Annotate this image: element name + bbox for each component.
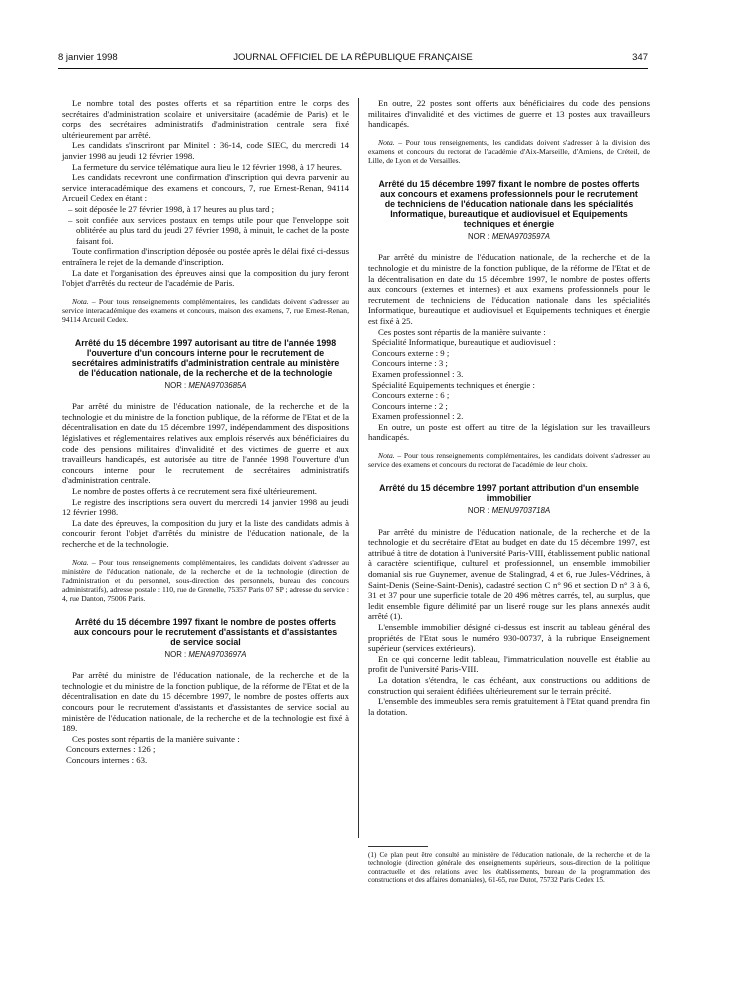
paragraph: En ce qui concerne ledit tableau, l'immatriculation nouvelle est établie au profit de l'université Paris-VIII. xyxy=(368,653,650,675)
nota-text: – Pour tous renseignements complémentaires, les candidats doivent s'adresser au service des examens et concours du rectorat de l'académie de leur choix. xyxy=(368,451,650,470)
paragraph: L'ensemble immobilier désigné ci-dessus est inscrit au tableau général des propriétés de l'Etat sous le numéro 930-00737, à la rubrique Enseignement supérieur (services extérieurs). xyxy=(368,622,650,654)
list-item: Spécialité Equipements techniques et énergie : xyxy=(372,379,535,390)
nor-label: NOR : xyxy=(164,380,189,390)
paragraph: Par arrêté du ministre de l'éducation nationale, de la recherche et de la technologie et du ministre de la fonction publique, de la réforme de l'Etat et de la décentralisation en date du 15 décembre 1997, le nombre de postes offerts aux concours pour le recrutement d'assistants et d'assistantes de service social au ministère de l'éducation nationale, de la recherche et de la technologie est fixé à 189. xyxy=(62,670,349,734)
paragraph: La fermeture du service télématique aura lieu le 12 février 1998, à 17 heures. xyxy=(72,161,342,172)
paragraph: En outre, un poste est offert au titre de la législation sur les travailleurs handicapés. xyxy=(368,421,650,443)
nota-text: – Pour tous renseignements, les candidats doivent s'adresser à la division des examens et concours du rectorat de l'académie d'Aix-Marseille, d'Amiens, de Créteil, de Lille, de Lyon et de Versailles. xyxy=(368,137,650,165)
list-item: Concours externe : 6 ; xyxy=(372,390,450,401)
nota-note xyxy=(62,297,349,324)
list-item: – soit confiée aux services postaux en temps utile pour que l'enveloppe soit oblitérée au plus tard du jeudi 27 février 1998, à minuit, le cachet de la poste faisant foi. xyxy=(68,214,349,246)
decree-title: Arrêté du 15 décembre 1997 autorisant au titre de l'année 1998 l'ouverture d'un concours interne pour le recrutement de secrétaires administratifs d'administration centrale au ministère de l'éducation nationale, de la recherche et de la technologie xyxy=(71,337,340,378)
footnote-rule xyxy=(368,846,428,847)
nota-label: Nota. xyxy=(378,137,395,147)
paragraph: En outre, 22 postes sont offerts aux bénéficiaires du code des pensions militaires d'invalidité et des victimes de guerre et 13 postes aux travailleurs handicapés. xyxy=(368,98,650,130)
nota-note xyxy=(62,558,349,603)
paragraph: La date et l'organisation des épreuves ainsi que la composition du jury feront l'objet d'arrêtés du recteur de l'académie de Paris. xyxy=(62,267,349,289)
list-item: Spécialité Informatique, bureautique et audiovisuel : xyxy=(372,337,556,348)
nor-reference xyxy=(368,232,650,243)
header-date: 8 janvier 1998 xyxy=(58,52,118,63)
list-item: Concours interne : 2 ; xyxy=(372,400,448,411)
paragraph: L'ensemble des immeubles sera remis gratuitement à l'Etat quand prendra fin la dotation. xyxy=(368,696,650,717)
footnote: (1) Ce plan peut être consulté au ministère de l'éducation nationale, de la recherche et de la technologie (direction générale des enseignements supérieurs, sous-direction de la politique contractuelle et des relations avec les établissements, bureau de la programmation des constructions et des affaires domaniales), 61-65, rue Dutot, 75732 Paris Cedex 15. xyxy=(368,851,650,885)
nor-code: MENA9703597A xyxy=(491,231,550,241)
list-item: Concours externes : 126 ; xyxy=(66,744,156,755)
header-page-number: 347 xyxy=(632,52,648,63)
nota-note xyxy=(368,451,650,469)
page-header xyxy=(58,52,648,66)
paragraph: Par arrêté du ministre de l'éducation nationale, de la recherche et de la technologie et du ministre de la fonction publique, de la réforme de l'Etat et de la décentralisation en date du 15 décembre 1997, le nombre de postes offerts aux concours (externes et internes) et aux examens professionnels pour le recrutement de techniciens de l'éducation nationale dans les spécialités Informatique, bureautique et audiovisuel et Equipements techniques et énergie est fixé à 25. xyxy=(368,252,650,326)
nor-label: NOR : xyxy=(468,231,492,241)
nota-text: – Pour tous renseignements complémentaires, les candidats doivent s'adresser au ministère de l'éducation nationale, de la recherche et de la technologie (direction de l'administration et du personnel, sous-direction des personnels, bureau des concours administratifs), adresse postale : 110, rue de Grenelle, 75357 Paris 07 SP ; adresse du service : 4, rue Danton, 75006 Paris. xyxy=(62,557,349,603)
paragraph: Par arrêté du ministre de l'éducation nationale, de la recherche et de la technologie et du ministre de la fonction publique, de la réforme de l'Etat et de la décentralisation en date du 15 décembre 1997, indépendamment des dispositions législatives et réglementaires relatives aux emplois réservés aux bénéficiaires du code des pensions militaires d'invalidité et des victimes de guerre et aux travailleurs handicapés, est autorisée au titre de l'année 1998 l'ouverture d'un concours interne pour le recrutement de secrétaires administratifs d'administration centrale. xyxy=(62,401,349,486)
paragraph: Toute confirmation d'inscription déposée ou postée après le délai fixé ci-dessus entraînera le rejet de la demande d'inscription. xyxy=(62,246,349,267)
list-item: Examen professionnel : 3. xyxy=(372,368,464,379)
list-item: – soit déposée le 27 février 1998, à 17 heures au plus tard ; xyxy=(68,203,275,214)
column-divider xyxy=(358,98,359,838)
nor-reference xyxy=(62,650,349,661)
decree-title: Arrêté du 15 décembre 1997 fixant le nombre de postes offerts aux concours pour le recrutement d'assistants et d'assistantes de service social xyxy=(73,616,338,647)
list-item: Concours externe : 9 ; xyxy=(372,347,450,358)
paragraph: Les candidats recevront une confirmation d'inscription qui devra parvenir au service interacadémique des examens et concours, 7, rue Ernest-Renan, 94114 Arcueil Cedex en étant : xyxy=(62,172,349,204)
paragraph: Ces postes sont répartis de la manière suivante : xyxy=(72,733,240,744)
nor-label: NOR : xyxy=(467,506,492,516)
header-rule xyxy=(58,68,648,69)
nota-label: Nota. xyxy=(378,451,395,461)
paragraph: La dotation s'étendra, le cas échéant, aux constructions ou additions de construction qui seraient édifiées ultérieurement sur le terrain précité. xyxy=(368,674,650,696)
paragraph: Le nombre de postes offerts à ce recrutement sera fixé ultérieurement. xyxy=(72,486,317,497)
nor-code: MENU9703718A xyxy=(491,506,551,516)
nota-label: Nota. xyxy=(72,296,89,306)
paragraph: Le nombre total des postes offerts et sa répartition entre le corps des secrétaires d'administration scolaire et universitaire (académie de Paris) et le corps des secrétaires administratifs d'administration centrale sera fixé ultérieurement par arrêté. xyxy=(62,98,349,140)
decree-title: Arrêté du 15 décembre 1997 fixant le nombre de postes offerts aux concours et examens professionnels pour le recrutement de techniciens de l'éducation nationale dans les spécialités Informatique, bureautique et audiovisuel et Equipements techniques et énergie xyxy=(378,178,640,229)
nor-reference xyxy=(62,381,349,392)
paragraph: Ces postes sont répartis de la manière suivante : xyxy=(378,326,546,337)
nor-label: NOR : xyxy=(164,649,189,659)
decree-title: Arrêté du 15 décembre 1997 portant attribution d'un ensemble immobilier xyxy=(379,483,639,504)
nor-reference xyxy=(368,506,650,517)
nota-text: – Pour tous renseignements complémentaires, les candidats doivent s'adresser au service interacadémique des examens et concours, maison des examens, 7, rue Ernest-Renan, 94114 Arcueil Cedex. xyxy=(62,296,349,324)
nota-note xyxy=(368,138,650,165)
list-item: Examen professionnel : 2. xyxy=(372,411,464,422)
left-column xyxy=(62,98,349,766)
list-item: Concours internes : 63. xyxy=(66,754,148,765)
nor-code: MENA9703697A xyxy=(188,649,247,659)
paragraph: La date des épreuves, la composition du jury et la liste des candidats admis à concourir feront l'objet d'arrêtés du ministre de l'éducation nationale, de la recherche et de la technologie. xyxy=(62,517,349,549)
paragraph: Les candidats s'inscriront par Minitel : 36-14, code SIEC, du mercredi 14 janvier 1998 au jeudi 12 février 1998. xyxy=(62,140,349,161)
nor-code: MENA9703685A xyxy=(188,380,247,390)
paragraph: Le registre des inscriptions sera ouvert du mercredi 14 janvier 1998 au jeudi 12 février 1998. xyxy=(62,496,349,518)
header-journal-title: JOURNAL OFFICIEL DE LA RÉPUBLIQUE FRANÇAISE xyxy=(233,52,473,63)
list-item: Concours interne : 3 ; xyxy=(372,358,448,369)
nota-label: Nota. xyxy=(72,557,89,567)
paragraph: Par arrêté du ministre de l'éducation nationale, de la recherche et de la technologie et du secrétaire d'Etat au budget en date du 15 décembre 1997, est attribué à titre de dotation à l'université Paris-VIII, établissement public national à caractère scientifique, culturel et professionnel, un ensemble immobilier domanial sis rue Guynemer, avenue de Stalingrad, 4 et 6, rue Jules-Védrines, à Saint-Denis (Seine-Saint-Denis), cadastré section C n° 96 et section D n° 3 à 6, 31 et 37 pour une superficie totale de 20 496 mètres carrés, tel, au surplus, que ledit ensemble figure délimité par un liseré rouge sur les plans annexés audit arrêté (1). xyxy=(368,526,650,622)
right-column xyxy=(368,98,650,717)
